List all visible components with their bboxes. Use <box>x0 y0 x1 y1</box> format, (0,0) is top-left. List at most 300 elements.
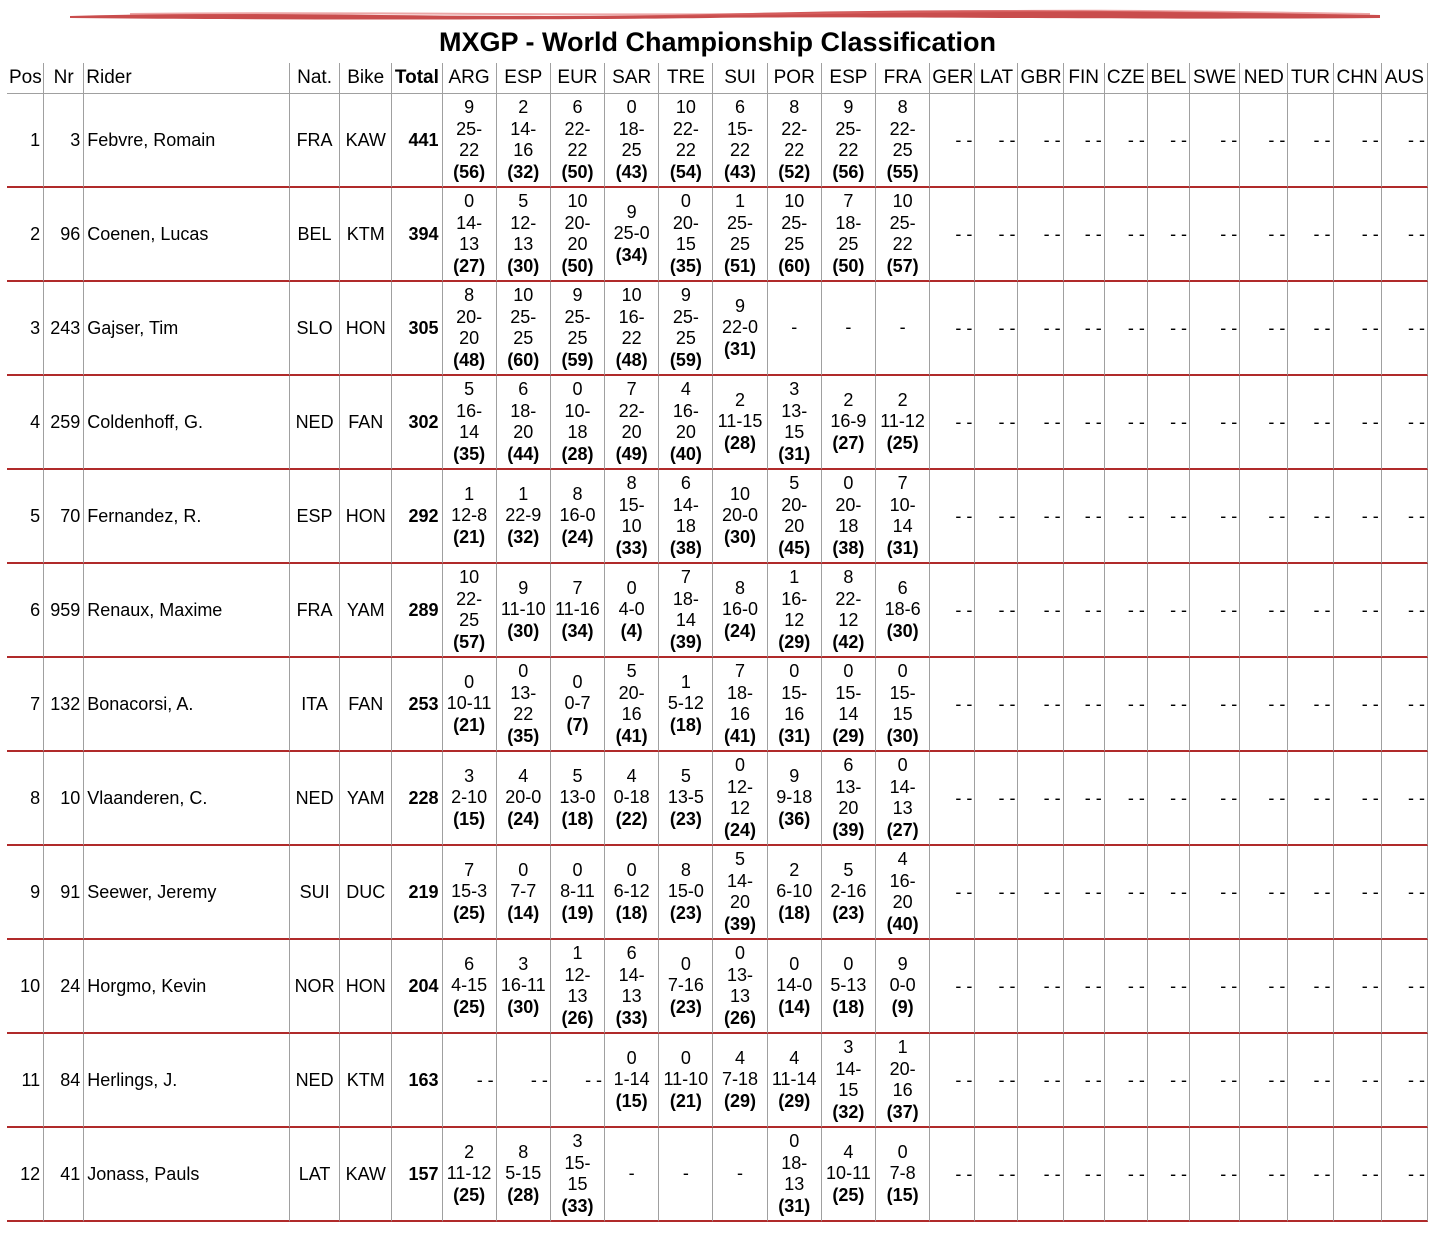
gp-points: (7) <box>566 714 589 735</box>
nationality-cell: NED <box>290 1034 340 1128</box>
future-gp-cell: - - <box>1105 1034 1148 1128</box>
bike-cell: FAN <box>340 658 392 752</box>
race-result-line: 15-0 <box>667 881 704 902</box>
race-result-line: 9 <box>518 577 529 598</box>
race-result-line: 15- <box>889 682 916 703</box>
rider-name-cell: Bonacorsi, A. <box>84 658 290 752</box>
race-result-line: 22- <box>564 118 591 139</box>
race-result-line: 22-9 <box>505 505 542 526</box>
gp-points: (24) <box>561 526 594 547</box>
page-title: MXGP - World Championship Classification <box>438 27 997 57</box>
gp-points: (44) <box>507 443 540 464</box>
gp-points: (36) <box>778 808 811 829</box>
race-result-line: 22-0 <box>722 317 759 338</box>
race-result-line: 2 <box>843 389 854 410</box>
race-result-line: 2-10 <box>451 787 488 808</box>
race-result-line: 16- <box>456 400 483 421</box>
race-result-line: 18 <box>675 516 696 536</box>
future-gp-cell: - - <box>1382 94 1428 188</box>
gp-result-cell <box>768 564 822 658</box>
future-gp-cell: - - <box>1240 188 1288 282</box>
race-result-line: 25 <box>838 234 859 254</box>
bike-cell: YAM <box>340 752 392 846</box>
gp-result-cell <box>551 188 605 282</box>
future-gp-cell: - - <box>1148 376 1190 470</box>
gp-points: (18) <box>669 714 702 735</box>
race-result-line: 6 <box>843 755 854 775</box>
bike-cell: FAN <box>340 376 392 470</box>
gp-points: (21) <box>453 526 486 547</box>
future-gp-cell: - - <box>1382 470 1428 564</box>
future-gp-cell: - - <box>930 470 975 564</box>
race-result-line: 4 <box>735 1047 746 1068</box>
race-result-line: 0 <box>843 661 854 681</box>
race-result-line: 9 <box>464 97 475 117</box>
race-result-line: 1 <box>680 671 691 692</box>
column-header-nr: Nr <box>44 63 84 94</box>
gp-result-cell <box>822 846 876 940</box>
race-result-line: 25- <box>835 118 862 139</box>
gp-result-cell <box>876 1034 930 1128</box>
race-result-line: 0 <box>680 953 691 974</box>
race-result-line: 22- <box>781 118 808 139</box>
race-result-line: 22 <box>513 704 534 724</box>
future-gp-cell: - - <box>1334 658 1382 752</box>
future-gp-cell: - - <box>1240 564 1288 658</box>
gp-points: (9) <box>891 996 914 1017</box>
rider-number-cell: 91 <box>44 846 84 940</box>
gp-points: (33) <box>561 1195 594 1216</box>
gp-points: (32) <box>507 526 540 547</box>
future-gp-cell: - - <box>1288 564 1333 658</box>
rider-number-cell: 96 <box>44 188 84 282</box>
header-brush-stroke <box>70 8 1380 22</box>
future-gp-cell: - - <box>1334 188 1382 282</box>
race-result-line: 8 <box>843 567 854 587</box>
gp-points: (28) <box>724 432 757 453</box>
future-gp-cell: - - <box>1018 658 1063 752</box>
column-header-esp: ESP <box>497 63 551 94</box>
future-gp-cell: - - <box>1064 282 1105 376</box>
gp-result-cell <box>876 564 930 658</box>
future-gp-cell: - - <box>930 1034 975 1128</box>
future-gp-cell: - - <box>1334 376 1382 470</box>
future-gp-cell: - - <box>975 94 1018 188</box>
future-gp-cell: - - <box>1334 1128 1382 1222</box>
race-result-line: 6-10 <box>776 881 813 902</box>
gp-result-cell <box>876 846 930 940</box>
gp-result-cell <box>713 658 767 752</box>
race-result-line: 5-13 <box>830 975 867 996</box>
gp-points: (25) <box>832 1184 865 1205</box>
race-result-line: 13- <box>835 776 862 797</box>
gp-result-cell <box>713 282 767 376</box>
race-result-line: 13 <box>621 986 642 1006</box>
gp-result-cell <box>605 752 659 846</box>
race-result-line: 15- <box>727 118 754 139</box>
gp-points: (41) <box>615 725 648 746</box>
future-gp-cell: - - <box>975 470 1018 564</box>
race-result-line: 0 <box>735 943 746 963</box>
future-gp-cell: - - <box>975 846 1018 940</box>
gp-points: (30) <box>724 526 757 547</box>
race-result-line: 14- <box>510 118 537 139</box>
gp-points: (21) <box>453 714 486 735</box>
nationality-cell: SLO <box>290 282 340 376</box>
race-result-line: 15 <box>838 1080 859 1100</box>
race-result-line: 4 <box>843 1141 854 1162</box>
gp-points: (30) <box>507 996 540 1017</box>
race-result-line: 16-11 <box>500 975 546 996</box>
race-result-line: 6 <box>735 97 746 117</box>
future-gp-cell: - - <box>1334 282 1382 376</box>
race-result-line: 16- <box>618 306 645 327</box>
race-result-line: 18 <box>567 422 588 442</box>
race-result-line: 6 <box>680 473 691 493</box>
race-result-line: 9 <box>897 953 908 974</box>
gp-result-cell <box>497 282 551 376</box>
gp-points: (19) <box>561 902 594 923</box>
race-result-line: 22- <box>889 118 916 139</box>
future-gp-cell: - - <box>1240 94 1288 188</box>
race-result-line: 13 <box>513 234 534 254</box>
column-header-lat: LAT <box>975 63 1018 94</box>
race-result-line: 25 <box>621 140 642 160</box>
race-result-line: 0 <box>626 859 637 880</box>
future-gp-cell: - - <box>1334 940 1382 1034</box>
gp-result-cell <box>551 470 605 564</box>
race-result-line: 12- <box>510 212 537 233</box>
gp-result-cell <box>443 1128 497 1222</box>
future-gp-cell: - - <box>1288 940 1333 1034</box>
rider-number-cell: 959 <box>44 564 84 658</box>
race-result-line: 25- <box>727 212 754 233</box>
total-points-cell: 157 <box>392 1128 442 1222</box>
gp-result-cell <box>659 1128 713 1222</box>
gp-result-cell <box>768 1034 822 1128</box>
race-result-line: 0-7 <box>564 693 591 714</box>
position-cell: 5 <box>7 470 44 564</box>
gp-result-cell <box>659 846 713 940</box>
gp-result-cell <box>605 564 659 658</box>
race-result-line: 0 <box>572 859 583 880</box>
race-result-line: 8 <box>735 577 746 598</box>
race-result-line: 22 <box>892 234 913 254</box>
column-header-gbr: GBR <box>1018 63 1063 94</box>
race-result-line: 18- <box>835 212 862 233</box>
race-result-line: 25 <box>513 328 534 348</box>
gp-points: (29) <box>832 725 865 746</box>
gp-result-cell <box>822 752 876 846</box>
rider-name-cell: Gajser, Tim <box>84 282 290 376</box>
race-result-line: 16- <box>781 588 808 609</box>
future-gp-cell: - - <box>930 846 975 940</box>
race-result-line: 11-14 <box>771 1069 817 1090</box>
race-result-line: - <box>791 317 798 338</box>
future-gp-cell: - - <box>1190 1034 1240 1128</box>
race-result-line: 12 <box>730 798 751 818</box>
race-result-line: 4 <box>680 379 691 399</box>
gp-result-cell <box>822 1034 876 1128</box>
future-gp-cell: - - <box>1148 1128 1190 1222</box>
future-gp-cell: - - <box>1382 1128 1428 1222</box>
column-header-ned: NED <box>1240 63 1288 94</box>
gp-result-cell <box>822 376 876 470</box>
race-result-line: 14- <box>835 1058 862 1079</box>
race-result-line: 12 <box>838 610 859 630</box>
table-row <box>7 752 1428 846</box>
future-gp-cell: - - <box>1018 188 1063 282</box>
rider-number-cell: 10 <box>44 752 84 846</box>
future-gp-cell: - - <box>1148 658 1190 752</box>
future-gp-cell: - - <box>1064 1128 1105 1222</box>
race-result-line: 16-0 <box>722 599 759 620</box>
gp-result-cell <box>551 282 605 376</box>
future-gp-cell: - - <box>975 940 1018 1034</box>
future-gp-cell: - - <box>1190 188 1240 282</box>
race-result-line: 10 <box>567 191 588 211</box>
gp-result-cell <box>605 282 659 376</box>
gp-result-cell <box>551 1128 605 1222</box>
gp-points: (31) <box>724 338 757 359</box>
gp-result-cell <box>443 94 497 188</box>
rider-number-cell: 84 <box>44 1034 84 1128</box>
race-result-line: 1 <box>897 1037 908 1057</box>
gp-points: (35) <box>453 443 486 464</box>
future-gp-cell: - - <box>1105 188 1148 282</box>
race-result-line: 14 <box>675 610 696 630</box>
race-result-line: 20 <box>567 234 588 254</box>
race-result-line: 2 <box>735 389 746 410</box>
gp-points: (28) <box>561 443 594 464</box>
gp-result-cell <box>497 564 551 658</box>
future-gp-cell: - - <box>1288 752 1333 846</box>
future-gp-cell: - - <box>1334 846 1382 940</box>
gp-result-cell <box>713 1128 767 1222</box>
gp-points: (4) <box>620 620 643 641</box>
race-result-line: 3 <box>464 765 475 786</box>
total-points-cell: 228 <box>392 752 442 846</box>
race-result-line: 25 <box>892 140 913 160</box>
table-row <box>7 470 1428 564</box>
gp-points: (60) <box>778 255 811 276</box>
race-result-line: 0 <box>626 577 637 598</box>
race-result-line: 9 <box>572 285 583 305</box>
future-gp-cell: - - <box>1190 752 1240 846</box>
race-result-line: 5 <box>518 191 529 211</box>
future-gp-cell: - - <box>1288 470 1333 564</box>
future-gp-cell: - - <box>975 1034 1018 1128</box>
future-gp-cell: - - <box>1105 564 1148 658</box>
gp-points: (55) <box>886 161 919 182</box>
race-result-line: 16 <box>621 704 642 724</box>
gp-result-cell <box>822 470 876 564</box>
gp-result-cell <box>659 564 713 658</box>
rider-number-cell: 243 <box>44 282 84 376</box>
race-result-line: 13- <box>510 682 537 703</box>
position-cell: 8 <box>7 752 44 846</box>
race-result-line: 7 <box>626 379 637 399</box>
gp-result-cell <box>605 470 659 564</box>
race-result-line: 11-12 <box>446 1163 492 1184</box>
race-result-line: 20- <box>564 212 591 233</box>
race-result-line: 22- <box>835 588 862 609</box>
race-result-line: 1 <box>572 943 583 963</box>
race-result-line: 7 <box>735 661 746 681</box>
rider-number-cell: 259 <box>44 376 84 470</box>
race-result-line: 14- <box>456 212 483 233</box>
future-gp-cell: - - <box>975 564 1018 658</box>
column-header-esp: ESP <box>822 63 876 94</box>
future-gp-cell: - - <box>1240 376 1288 470</box>
gp-result-cell <box>713 846 767 940</box>
race-result-line: 25- <box>781 212 808 233</box>
gp-points: (31) <box>778 1195 811 1216</box>
gp-points: (48) <box>615 349 648 370</box>
gp-points: (45) <box>778 537 811 558</box>
race-result-line: 18- <box>510 400 537 421</box>
future-gp-cell: - - <box>1240 658 1288 752</box>
future-gp-cell: - - <box>930 564 975 658</box>
column-header-sui: SUI <box>713 63 767 94</box>
gp-result-cell <box>443 282 497 376</box>
race-result-line: 8 <box>518 1141 529 1162</box>
gp-result-cell <box>497 940 551 1034</box>
race-result-line: 7 <box>464 859 475 880</box>
future-gp-cell: - - <box>1240 470 1288 564</box>
race-result-line: 13 <box>892 798 913 818</box>
race-result-line: 13- <box>727 964 754 985</box>
future-gp-cell: - - <box>1288 94 1333 188</box>
position-cell: 2 <box>7 188 44 282</box>
column-header-chn: CHN <box>1334 63 1382 94</box>
future-gp-cell: - - <box>975 1128 1018 1222</box>
race-result-line: 20 <box>730 892 751 912</box>
future-gp-cell: - - <box>1018 752 1063 846</box>
rider-number-cell: 132 <box>44 658 84 752</box>
gp-points: (24) <box>724 819 757 840</box>
race-result-line: 5-12 <box>667 693 704 714</box>
gp-result-cell <box>713 752 767 846</box>
race-result-line: 11-15 <box>717 411 763 432</box>
race-result-line: 25 <box>567 328 588 348</box>
future-gp-cell: - - <box>1190 282 1240 376</box>
race-result-line: 15- <box>564 1152 591 1173</box>
gp-points: (27) <box>832 432 865 453</box>
gp-points: (59) <box>669 349 702 370</box>
bike-cell: HON <box>340 470 392 564</box>
bike-cell: DUC <box>340 846 392 940</box>
future-gp-cell: - - <box>1190 940 1240 1034</box>
gp-points: (29) <box>778 631 811 652</box>
gp-result-cell <box>551 846 605 940</box>
gp-result-cell <box>713 94 767 188</box>
future-gp-cell: - - <box>1190 94 1240 188</box>
race-result-line: 20- <box>781 494 808 515</box>
gp-result-cell <box>605 376 659 470</box>
future-gp-cell: - - <box>1064 658 1105 752</box>
future-gp-cell: - - <box>1148 564 1190 658</box>
gp-points: (30) <box>507 255 540 276</box>
future-gp-cell: - - <box>1190 564 1240 658</box>
table-row <box>7 564 1428 658</box>
race-result-line: 13 <box>784 1174 805 1194</box>
gp-points: (52) <box>778 161 811 182</box>
total-points-cell: 305 <box>392 282 442 376</box>
race-result-line: 11-16 <box>555 599 600 620</box>
column-header-fin: FIN <box>1064 63 1105 94</box>
gp-points: (25) <box>453 1184 486 1205</box>
race-result-line: 4-15 <box>451 975 488 996</box>
total-points-cell: 441 <box>392 94 442 188</box>
bike-cell: HON <box>340 940 392 1034</box>
race-result-line: 10- <box>889 494 916 515</box>
future-gp-cell: - - <box>1148 1034 1190 1128</box>
gp-points: (14) <box>507 902 540 923</box>
race-result-line: 22- <box>672 118 699 139</box>
gp-result-cell <box>443 564 497 658</box>
gp-result-cell <box>443 846 497 940</box>
gp-result-cell <box>876 470 930 564</box>
gp-result-cell <box>605 188 659 282</box>
race-result-line: 8 <box>626 473 637 493</box>
race-result-line: 9 <box>626 201 637 222</box>
future-gp-cell: - - <box>1064 752 1105 846</box>
future-gp-cell: - - <box>1334 94 1382 188</box>
future-gp-cell: - - <box>1105 470 1148 564</box>
gp-points: (29) <box>724 1090 757 1111</box>
race-result-line: 8 <box>789 97 800 117</box>
race-result-line: 11-12 <box>880 411 925 432</box>
race-result-line: 5 <box>843 859 854 880</box>
race-result-line: 14-0 <box>776 975 813 996</box>
gp-points: (37) <box>886 1101 919 1122</box>
gp-result-cell <box>822 188 876 282</box>
column-header-fra: FRA <box>876 63 930 94</box>
gp-result-cell <box>551 940 605 1034</box>
gp-result-cell <box>551 752 605 846</box>
race-result-line: 5-15 <box>505 1163 542 1184</box>
race-result-line: 13 <box>730 986 751 1006</box>
gp-result-cell <box>768 188 822 282</box>
gp-result-cell <box>497 470 551 564</box>
gp-points: (39) <box>832 819 865 840</box>
race-result-line: 6 <box>518 379 529 399</box>
race-result-line: 7 <box>680 567 691 587</box>
race-result-line: 1 <box>518 483 529 504</box>
race-result-line: 20 <box>621 422 642 442</box>
gp-points: (18) <box>615 902 648 923</box>
future-gp-cell: - - <box>975 188 1018 282</box>
future-gp-cell: - - <box>1288 846 1333 940</box>
gp-points: (43) <box>724 161 757 182</box>
rider-number-cell: 3 <box>44 94 84 188</box>
gp-result-cell <box>713 564 767 658</box>
gp-points: (50) <box>832 255 865 276</box>
race-result-line: 6 <box>464 953 475 974</box>
race-result-line: 20 <box>675 422 696 442</box>
column-header-ger: GER <box>930 63 975 94</box>
gp-points: (23) <box>669 808 702 829</box>
future-gp-cell: - - <box>930 752 975 846</box>
race-result-line: 0-0 <box>889 975 916 996</box>
future-gp-cell: - - <box>975 376 1018 470</box>
race-result-line: 25-0 <box>613 223 650 244</box>
gp-points: (23) <box>669 902 702 923</box>
gp-points: (34) <box>561 620 594 641</box>
gp-result-cell <box>768 658 822 752</box>
gp-result-cell <box>497 188 551 282</box>
